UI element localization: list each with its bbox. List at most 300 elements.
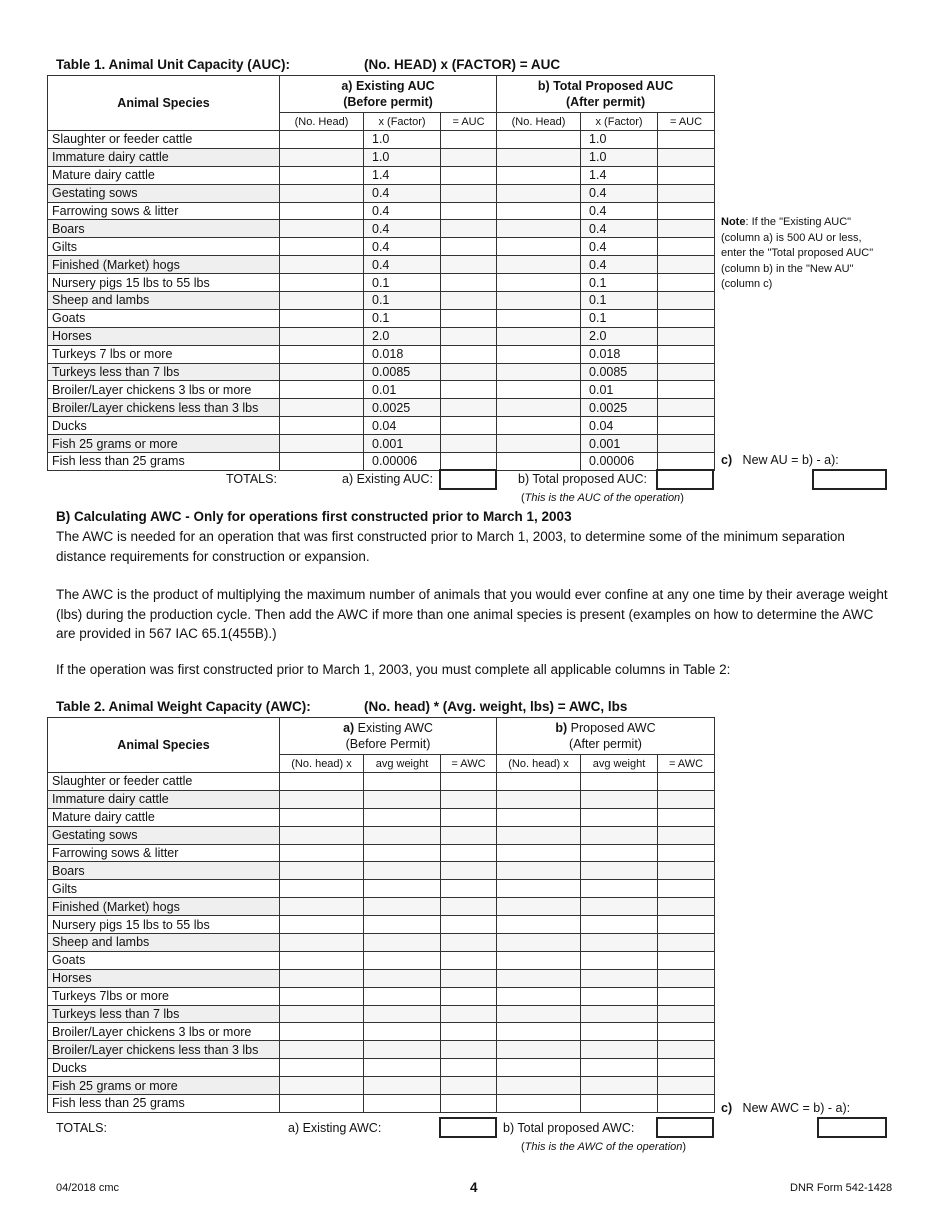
existing-head-count-field[interactable] xyxy=(280,435,364,453)
existing-auc-field[interactable] xyxy=(441,131,497,149)
proposed-auc-field[interactable] xyxy=(658,131,715,149)
existing-awc-field[interactable] xyxy=(441,844,497,862)
proposed-awc-field[interactable] xyxy=(658,862,715,880)
table1-caption: (This is the AUC of the operation) xyxy=(521,492,684,504)
proposed-factor: 1.0 xyxy=(581,131,658,149)
species-label: Gestating sows xyxy=(48,184,280,202)
table1-sub-header: (No. Head) xyxy=(280,113,364,131)
proposed-auc-field[interactable] xyxy=(658,399,715,417)
existing-head-count-field[interactable] xyxy=(280,256,364,274)
table2-sub-header: = AWC xyxy=(441,755,497,773)
existing-head-count-field[interactable] xyxy=(280,202,364,220)
section-b-heading: B) Calculating AWC - Only for operations first constructed prior to March 1, 2003 xyxy=(56,509,572,524)
proposed-head-count-field[interactable] xyxy=(497,202,581,220)
proposed-head-count-field[interactable] xyxy=(497,969,581,987)
existing-head-count-field[interactable] xyxy=(280,898,364,916)
new-au-label-prefix: c) xyxy=(721,453,733,467)
proposed-awc-field[interactable] xyxy=(658,1095,715,1113)
species-label: Slaughter or feeder cattle xyxy=(48,131,280,149)
table2-sub-header: avg weight xyxy=(364,755,441,773)
proposed-factor: 2.0 xyxy=(581,327,658,345)
existing-awc-field[interactable] xyxy=(441,987,497,1005)
proposed-avg-weight-field[interactable] xyxy=(581,1023,658,1041)
proposed-factor: 0.1 xyxy=(581,274,658,292)
existing-head-count-field[interactable] xyxy=(280,862,364,880)
proposed-avg-weight-field[interactable] xyxy=(581,1005,658,1023)
existing-factor: 1.0 xyxy=(364,131,441,149)
table2-col-a-prefix: a) xyxy=(343,721,355,735)
proposed-head-count-field[interactable] xyxy=(497,148,581,166)
table2-row xyxy=(48,934,715,952)
proposed-avg-weight-field[interactable] xyxy=(581,987,658,1005)
species-label: Turkeys less than 7 lbs xyxy=(48,363,280,381)
proposed-avg-weight-field[interactable] xyxy=(581,1041,658,1059)
proposed-factor: 1.4 xyxy=(581,166,658,184)
existing-awc-field[interactable] xyxy=(441,898,497,916)
table2-col-b-line1: Proposed AWC xyxy=(567,721,656,735)
existing-avg-weight-field[interactable] xyxy=(364,916,441,934)
existing-awc-field[interactable] xyxy=(441,951,497,969)
existing-head-count-field[interactable] xyxy=(280,327,364,345)
existing-awc-field[interactable] xyxy=(441,880,497,898)
table2-species-header: Animal Species xyxy=(48,718,280,773)
existing-awc-field[interactable] xyxy=(441,1005,497,1023)
proposed-head-count-field[interactable] xyxy=(497,292,581,310)
table2-col-b-line2: (After permit) xyxy=(569,737,642,751)
existing-avg-weight-field[interactable] xyxy=(364,1077,441,1095)
proposed-factor: 0.4 xyxy=(581,202,658,220)
table2-row xyxy=(48,1095,715,1113)
proposed-awc-field[interactable] xyxy=(658,808,715,826)
new-awc-label-prefix: c) xyxy=(721,1101,733,1115)
proposed-awc-field[interactable] xyxy=(658,773,715,791)
table1-row xyxy=(48,309,715,327)
existing-awc-field[interactable] xyxy=(441,1059,497,1077)
proposed-factor: 0.4 xyxy=(581,238,658,256)
existing-head-count-field[interactable] xyxy=(280,148,364,166)
proposed-avg-weight-field[interactable] xyxy=(581,969,658,987)
existing-awc-field[interactable] xyxy=(441,916,497,934)
proposed-head-count-field[interactable] xyxy=(497,327,581,345)
existing-head-count-field[interactable] xyxy=(280,345,364,363)
proposed-awc-field[interactable] xyxy=(658,844,715,862)
proposed-avg-weight-field[interactable] xyxy=(581,1077,658,1095)
existing-avg-weight-field[interactable] xyxy=(364,1041,441,1059)
existing-factor: 0.4 xyxy=(364,184,441,202)
existing-factor: 0.1 xyxy=(364,274,441,292)
species-label: Broiler/Layer chickens less than 3 lbs xyxy=(48,399,280,417)
existing-head-count-field[interactable] xyxy=(280,969,364,987)
proposed-factor: 0.018 xyxy=(581,345,658,363)
table1-sub-header: x (Factor) xyxy=(364,113,441,131)
proposed-awc-field[interactable] xyxy=(658,880,715,898)
existing-head-count-field[interactable] xyxy=(280,880,364,898)
proposed-factor: 1.0 xyxy=(581,148,658,166)
table1-row xyxy=(48,292,715,310)
existing-awc-field[interactable] xyxy=(441,790,497,808)
proposed-head-count-field[interactable] xyxy=(497,1095,581,1113)
table1-row xyxy=(48,148,715,166)
proposed-avg-weight-field[interactable] xyxy=(581,880,658,898)
existing-avg-weight-field[interactable] xyxy=(364,790,441,808)
proposed-avg-weight-field[interactable] xyxy=(581,773,658,791)
proposed-awc-field[interactable] xyxy=(658,1059,715,1077)
existing-head-count-field[interactable] xyxy=(280,309,364,327)
table2-row xyxy=(48,898,715,916)
table2-col-b-header xyxy=(497,718,715,755)
existing-avg-weight-field[interactable] xyxy=(364,1005,441,1023)
existing-auc-field[interactable] xyxy=(441,399,497,417)
existing-avg-weight-field[interactable] xyxy=(364,826,441,844)
existing-factor: 0.0025 xyxy=(364,399,441,417)
proposed-head-count-field[interactable] xyxy=(497,808,581,826)
existing-auc-field[interactable] xyxy=(441,381,497,399)
proposed-avg-weight-field[interactable] xyxy=(581,916,658,934)
existing-head-count-field[interactable] xyxy=(280,808,364,826)
species-label: Fish 25 grams or more xyxy=(48,1077,280,1095)
existing-auc-field[interactable] xyxy=(441,417,497,435)
species-label: Gestating sows xyxy=(48,826,280,844)
species-label: Turkeys 7lbs or more xyxy=(48,987,280,1005)
proposed-head-count-field[interactable] xyxy=(497,256,581,274)
proposed-head-count-field[interactable] xyxy=(497,826,581,844)
table1-auc xyxy=(47,75,715,471)
existing-avg-weight-field[interactable] xyxy=(364,951,441,969)
proposed-head-count-field[interactable] xyxy=(497,880,581,898)
proposed-head-count-field[interactable] xyxy=(497,220,581,238)
existing-head-count-field[interactable] xyxy=(280,131,364,149)
proposed-auc-field[interactable] xyxy=(658,327,715,345)
existing-avg-weight-field[interactable] xyxy=(364,773,441,791)
proposed-head-count-field[interactable] xyxy=(497,238,581,256)
proposed-head-count-field[interactable] xyxy=(497,790,581,808)
existing-auc-field[interactable] xyxy=(441,435,497,453)
table2-col-b-prefix: b) xyxy=(555,721,568,735)
existing-awc-field[interactable] xyxy=(441,773,497,791)
table2-sub-header: avg weight xyxy=(581,755,658,773)
proposed-avg-weight-field[interactable] xyxy=(581,934,658,952)
table2-totals-label: TOTALS: xyxy=(56,1121,107,1135)
proposed-head-count-field[interactable] xyxy=(497,951,581,969)
proposed-awc-field[interactable] xyxy=(658,1077,715,1095)
existing-auc-field[interactable] xyxy=(441,327,497,345)
existing-awc-field[interactable] xyxy=(441,808,497,826)
species-label: Goats xyxy=(48,309,280,327)
proposed-head-count-field[interactable] xyxy=(497,399,581,417)
existing-head-count-field[interactable] xyxy=(280,987,364,1005)
proposed-awc-field[interactable] xyxy=(658,916,715,934)
existing-awc-field[interactable] xyxy=(441,1095,497,1113)
existing-head-count-field[interactable] xyxy=(280,934,364,952)
proposed-awc-field[interactable] xyxy=(658,934,715,952)
proposed-auc-field[interactable] xyxy=(658,202,715,220)
proposed-head-count-field[interactable] xyxy=(497,363,581,381)
existing-awc-field[interactable] xyxy=(441,1077,497,1095)
species-label: Broiler/Layer chickens 3 lbs or more xyxy=(48,1023,280,1041)
species-label: Turkeys 7 lbs or more xyxy=(48,345,280,363)
existing-head-count-field[interactable] xyxy=(280,166,364,184)
species-label: Fish less than 25 grams xyxy=(48,453,280,471)
new-awc-field[interactable] xyxy=(817,1117,887,1138)
existing-avg-weight-field[interactable] xyxy=(364,844,441,862)
table1-formula: (No. HEAD) x (FACTOR) = AUC xyxy=(364,57,561,72)
proposed-auc-field[interactable] xyxy=(658,453,715,471)
existing-auc-field[interactable] xyxy=(441,345,497,363)
existing-head-count-field[interactable] xyxy=(280,417,364,435)
new-awc-label xyxy=(721,1101,850,1115)
proposed-awc-field[interactable] xyxy=(658,1005,715,1023)
existing-awc-field[interactable] xyxy=(441,969,497,987)
proposed-head-count-field[interactable] xyxy=(497,453,581,471)
existing-auc-field[interactable] xyxy=(441,363,497,381)
existing-auc-total-field[interactable] xyxy=(439,469,497,490)
section-b-para3: If the operation was first constructed prior to March 1, 2003, you must complete all applicable columns in Table 2: xyxy=(56,662,731,677)
proposed-awc-field[interactable] xyxy=(658,826,715,844)
existing-head-count-field[interactable] xyxy=(280,844,364,862)
proposed-auc-field[interactable] xyxy=(658,363,715,381)
proposed-auc-field[interactable] xyxy=(658,381,715,399)
table1-row xyxy=(48,202,715,220)
proposed-awc-field[interactable] xyxy=(658,987,715,1005)
existing-auc-field[interactable] xyxy=(441,238,497,256)
species-label: Ducks xyxy=(48,1059,280,1077)
existing-awc-field[interactable] xyxy=(441,826,497,844)
proposed-auc-field[interactable] xyxy=(658,148,715,166)
table2-sub-header: (No. head) x xyxy=(497,755,581,773)
proposed-head-count-field[interactable] xyxy=(497,1005,581,1023)
species-label: Boars xyxy=(48,220,280,238)
existing-head-count-field[interactable] xyxy=(280,1095,364,1113)
proposed-head-count-field[interactable] xyxy=(497,1023,581,1041)
proposed-head-count-field[interactable] xyxy=(497,934,581,952)
proposed-auc-field[interactable] xyxy=(658,417,715,435)
proposed-auc-field[interactable] xyxy=(658,238,715,256)
proposed-auc-total-field[interactable] xyxy=(656,469,714,490)
existing-avg-weight-field[interactable] xyxy=(364,1023,441,1041)
proposed-avg-weight-field[interactable] xyxy=(581,898,658,916)
proposed-head-count-field[interactable] xyxy=(497,381,581,399)
table1-row xyxy=(48,256,715,274)
proposed-awc-field[interactable] xyxy=(658,790,715,808)
table1-col-b-header xyxy=(497,76,715,113)
table1-row xyxy=(48,417,715,435)
proposed-head-count-field[interactable] xyxy=(497,773,581,791)
existing-auc-field[interactable] xyxy=(441,184,497,202)
proposed-awc-total-field[interactable] xyxy=(656,1117,714,1138)
existing-auc-field[interactable] xyxy=(441,256,497,274)
proposed-head-count-field[interactable] xyxy=(497,309,581,327)
existing-avg-weight-field[interactable] xyxy=(364,987,441,1005)
table2-row xyxy=(48,862,715,880)
table1-existing-total-label: a) Existing AUC: xyxy=(342,472,434,486)
table1-col-a-line1: a) Existing AUC xyxy=(341,79,435,93)
existing-head-count-field[interactable] xyxy=(280,773,364,791)
proposed-head-count-field[interactable] xyxy=(497,345,581,363)
proposed-factor: 0.00006 xyxy=(581,453,658,471)
existing-auc-field[interactable] xyxy=(441,220,497,238)
existing-head-count-field[interactable] xyxy=(280,453,364,471)
proposed-auc-field[interactable] xyxy=(658,220,715,238)
existing-factor: 0.1 xyxy=(364,309,441,327)
existing-head-count-field[interactable] xyxy=(280,1005,364,1023)
proposed-head-count-field[interactable] xyxy=(497,435,581,453)
existing-auc-field[interactable] xyxy=(441,166,497,184)
existing-head-count-field[interactable] xyxy=(280,238,364,256)
existing-avg-weight-field[interactable] xyxy=(364,808,441,826)
existing-avg-weight-field[interactable] xyxy=(364,1095,441,1113)
table2-title: Table 2. Animal Weight Capacity (AWC): xyxy=(56,699,311,714)
existing-head-count-field[interactable] xyxy=(280,292,364,310)
existing-awc-total-field[interactable] xyxy=(439,1117,497,1138)
existing-auc-field[interactable] xyxy=(441,309,497,327)
proposed-head-count-field[interactable] xyxy=(497,862,581,880)
proposed-factor: 0.0085 xyxy=(581,363,658,381)
existing-auc-field[interactable] xyxy=(441,274,497,292)
species-label: Broiler/Layer chickens 3 lbs or more xyxy=(48,381,280,399)
proposed-awc-field[interactable] xyxy=(658,969,715,987)
existing-awc-field[interactable] xyxy=(441,862,497,880)
table2-caption: (This is the AWC of the operation) xyxy=(521,1141,687,1153)
species-label: Sheep and lambs xyxy=(48,292,280,310)
species-label: Nursery pigs 15 lbs to 55 lbs xyxy=(48,916,280,934)
existing-factor: 0.4 xyxy=(364,256,441,274)
proposed-auc-field[interactable] xyxy=(658,309,715,327)
proposed-auc-field[interactable] xyxy=(658,256,715,274)
proposed-head-count-field[interactable] xyxy=(497,417,581,435)
table2-caption-text: This is the AWC of the operation xyxy=(524,1141,683,1153)
proposed-head-count-field[interactable] xyxy=(497,274,581,292)
existing-head-count-field[interactable] xyxy=(280,1077,364,1095)
proposed-factor: 0.0025 xyxy=(581,399,658,417)
existing-head-count-field[interactable] xyxy=(280,220,364,238)
proposed-head-count-field[interactable] xyxy=(497,1077,581,1095)
section-b-para2: The AWC is the product of multiplying the maximum number of animals that you would ever confine at any one time by their average weight (lbs) during the production cycle. Then add the AWC if more than one animal species is present (examples on how to determine the AWC are provided in 567 IAC 65.1(455B).) xyxy=(56,587,888,641)
proposed-head-count-field[interactable] xyxy=(497,131,581,149)
table2-row xyxy=(48,969,715,987)
existing-awc-field[interactable] xyxy=(441,1041,497,1059)
proposed-avg-weight-field[interactable] xyxy=(581,1059,658,1077)
table1-row xyxy=(48,220,715,238)
proposed-auc-field[interactable] xyxy=(658,292,715,310)
proposed-auc-field[interactable] xyxy=(658,345,715,363)
existing-avg-weight-field[interactable] xyxy=(364,969,441,987)
existing-factor: 0.001 xyxy=(364,435,441,453)
species-label: Finished (Market) hogs xyxy=(48,256,280,274)
proposed-avg-weight-field[interactable] xyxy=(581,790,658,808)
table2-sub-header: (No. head) x xyxy=(280,755,364,773)
proposed-avg-weight-field[interactable] xyxy=(581,844,658,862)
proposed-auc-field[interactable] xyxy=(658,184,715,202)
new-au-field[interactable] xyxy=(812,469,887,490)
page-number: 4 xyxy=(470,1180,478,1195)
table2-col-a-line1: Existing AWC xyxy=(354,721,433,735)
table1-row xyxy=(48,184,715,202)
footer-form-number: DNR Form 542-1428 xyxy=(790,1182,893,1194)
proposed-head-count-field[interactable] xyxy=(497,1059,581,1077)
existing-head-count-field[interactable] xyxy=(280,916,364,934)
species-label: Immature dairy cattle xyxy=(48,790,280,808)
existing-awc-field[interactable] xyxy=(441,934,497,952)
existing-factor: 0.1 xyxy=(364,292,441,310)
table1-row xyxy=(48,238,715,256)
proposed-awc-field[interactable] xyxy=(658,951,715,969)
proposed-factor: 0.1 xyxy=(581,309,658,327)
table1-title: Table 1. Animal Unit Capacity (AUC): xyxy=(56,57,291,72)
table1-row xyxy=(48,435,715,453)
table2-row xyxy=(48,790,715,808)
proposed-awc-field[interactable] xyxy=(658,1023,715,1041)
table1-row xyxy=(48,274,715,292)
existing-avg-weight-field[interactable] xyxy=(364,898,441,916)
existing-head-count-field[interactable] xyxy=(280,184,364,202)
existing-auc-field[interactable] xyxy=(441,202,497,220)
proposed-avg-weight-field[interactable] xyxy=(581,1095,658,1113)
existing-head-count-field[interactable] xyxy=(280,790,364,808)
proposed-avg-weight-field[interactable] xyxy=(581,951,658,969)
table1-row xyxy=(48,363,715,381)
proposed-auc-field[interactable] xyxy=(658,166,715,184)
proposed-avg-weight-field[interactable] xyxy=(581,826,658,844)
existing-head-count-field[interactable] xyxy=(280,1041,364,1059)
new-au-label-text: New AU = b) - a): xyxy=(742,453,839,467)
proposed-head-count-field[interactable] xyxy=(497,844,581,862)
existing-factor: 0.04 xyxy=(364,417,441,435)
existing-avg-weight-field[interactable] xyxy=(364,880,441,898)
proposed-head-count-field[interactable] xyxy=(497,898,581,916)
proposed-head-count-field[interactable] xyxy=(497,166,581,184)
existing-avg-weight-field[interactable] xyxy=(364,862,441,880)
proposed-awc-field[interactable] xyxy=(658,1041,715,1059)
existing-head-count-field[interactable] xyxy=(280,1059,364,1077)
proposed-avg-weight-field[interactable] xyxy=(581,808,658,826)
species-label: Fish less than 25 grams xyxy=(48,1095,280,1113)
table2-row xyxy=(48,808,715,826)
existing-head-count-field[interactable] xyxy=(280,826,364,844)
note-text: : If the "Existing AUC" (column a) is 500 AU or less, enter the "Total proposed AUC" (column b) in the "New AU" (column c) xyxy=(721,216,874,290)
existing-auc-field[interactable] xyxy=(441,292,497,310)
existing-head-count-field[interactable] xyxy=(280,951,364,969)
species-label: Fish 25 grams or more xyxy=(48,435,280,453)
table2-formula: (No. head) * (Avg. weight, lbs) = AWC, lbs xyxy=(364,699,628,714)
existing-head-count-field[interactable] xyxy=(280,274,364,292)
section-b-para1: The AWC is needed for an operation that was first constructed prior to March 1, 2003, to determine some of the minimum separation distance requirements for construction or expansion. xyxy=(56,529,845,564)
table1-sub-header: x (Factor) xyxy=(581,113,658,131)
proposed-head-count-field[interactable] xyxy=(497,184,581,202)
table1-col-a-header xyxy=(280,76,497,113)
existing-head-count-field[interactable] xyxy=(280,1023,364,1041)
proposed-auc-field[interactable] xyxy=(658,274,715,292)
existing-auc-field[interactable] xyxy=(441,453,497,471)
existing-avg-weight-field[interactable] xyxy=(364,1059,441,1077)
existing-awc-field[interactable] xyxy=(441,1023,497,1041)
proposed-head-count-field[interactable] xyxy=(497,987,581,1005)
proposed-head-count-field[interactable] xyxy=(497,1041,581,1059)
existing-auc-field[interactable] xyxy=(441,148,497,166)
proposed-awc-field[interactable] xyxy=(658,898,715,916)
table1-sub-header: = AUC xyxy=(441,113,497,131)
species-label: Farrowing sows & litter xyxy=(48,202,280,220)
existing-avg-weight-field[interactable] xyxy=(364,934,441,952)
existing-head-count-field[interactable] xyxy=(280,399,364,417)
proposed-avg-weight-field[interactable] xyxy=(581,862,658,880)
proposed-head-count-field[interactable] xyxy=(497,916,581,934)
table1-row xyxy=(48,399,715,417)
existing-factor: 0.018 xyxy=(364,345,441,363)
table2-row xyxy=(48,916,715,934)
proposed-auc-field[interactable] xyxy=(658,435,715,453)
existing-head-count-field[interactable] xyxy=(280,381,364,399)
existing-head-count-field[interactable] xyxy=(280,363,364,381)
